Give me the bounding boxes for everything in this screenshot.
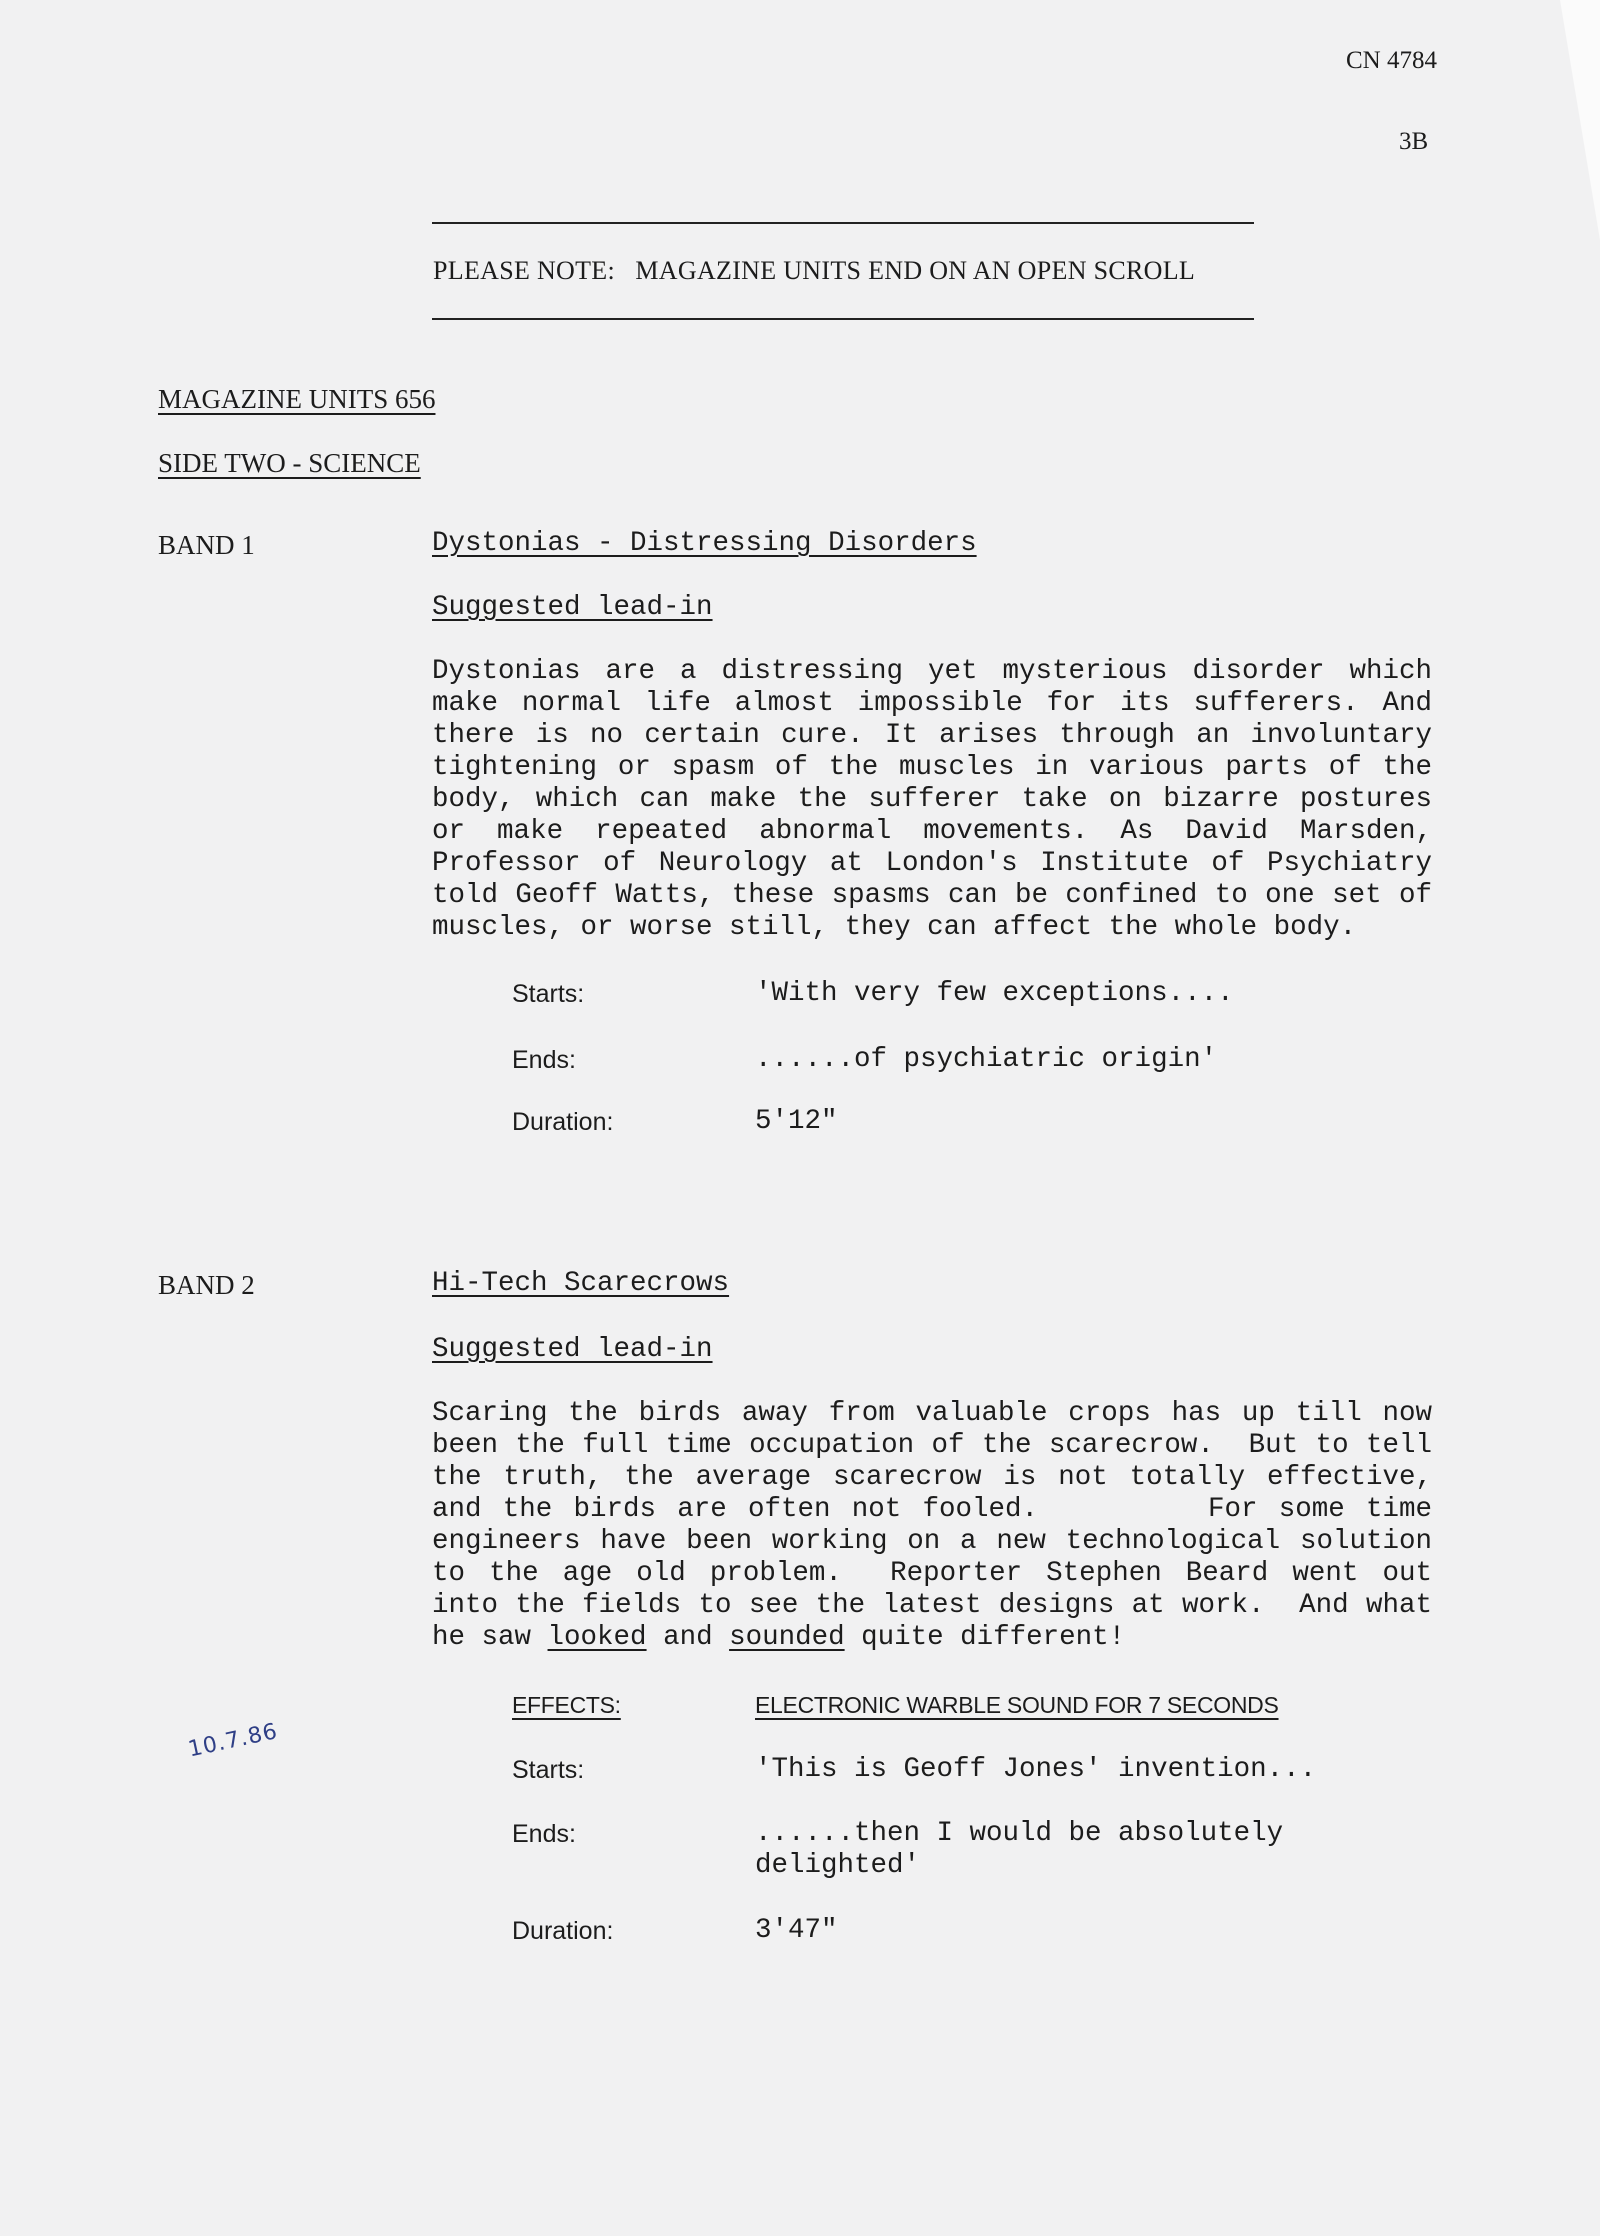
lead-in-text: Scaring the birds away from valuable crops has up till now been the full time occupation of the scarecrow. But to tell the truth, the average scarecrow is not totally effective, and the birds are often not fooled. For some time engineers have been working on a new technological solution to the age old problem. Reporter Stephen Beard went out into the fields to see the latest designs at work. And what he saw bbox=[432, 1398, 1449, 1653]
effects-label: EFFECTS: bbox=[512, 1692, 621, 1718]
handwritten-date: 10.7.86 bbox=[186, 1719, 281, 1763]
lead-in-sounded: sounded bbox=[729, 1622, 845, 1653]
ends-value: ......of psychiatric origin' bbox=[755, 1044, 1218, 1075]
lead-in-heading: Suggested lead-in bbox=[432, 592, 713, 623]
starts-label: Starts: bbox=[512, 980, 585, 1008]
band-title: Dystonias - Distressing Disorders bbox=[432, 528, 977, 559]
effects-value: ELECTRONIC WARBLE SOUND FOR 7 SECONDS bbox=[755, 1692, 1279, 1718]
lead-in-looked: looked bbox=[547, 1622, 647, 1653]
lead-in-heading: Suggested lead-in bbox=[432, 1334, 713, 1365]
band-title: Hi-Tech Scarecrows bbox=[432, 1268, 730, 1299]
starts-label: Starts: bbox=[512, 1756, 585, 1784]
reference-number: CN 4784 bbox=[1346, 47, 1437, 74]
ends-label: Ends: bbox=[512, 1046, 576, 1074]
band-label: BAND 2 bbox=[158, 1270, 255, 1300]
duration-value: 5'12" bbox=[755, 1106, 838, 1137]
notice-text: PLEASE NOTE: MAGAZINE UNITS END ON AN OPEN SCROLL bbox=[433, 256, 1196, 285]
lead-in-paragraph bbox=[432, 1398, 1449, 1654]
duration-value: 3'47" bbox=[755, 1915, 838, 1946]
lead-in-and: and bbox=[646, 1622, 730, 1653]
section-title: MAGAZINE UNITS 656 bbox=[158, 384, 436, 414]
lead-in-end: quite different! bbox=[844, 1622, 1126, 1653]
page-code: 3B bbox=[1399, 128, 1429, 155]
notice-top-rule bbox=[432, 222, 1254, 224]
duration-label: Duration: bbox=[512, 1917, 614, 1945]
lead-in-paragraph: Dystonias are a distressing yet mysterious disorder which make normal life almost impossible for its sufferers. And there is no certain cure. It arises through an involuntary tightening or spasm of the muscles in various parts of the body, which can make the sufferer take on bizarre postures or make repeated abnormal movements. As David Marsden, Professor of Neurology at London's Institute of Psychiatry told Geoff Watts, these spasms can be confined to one set of muscles, or worse still, they can affect the whole body. bbox=[432, 656, 1432, 943]
ends-label: Ends: bbox=[512, 1820, 576, 1848]
page-corner-fold bbox=[1560, 0, 1600, 240]
starts-value: 'This is Geoff Jones' invention... bbox=[755, 1754, 1317, 1785]
starts-value: 'With very few exceptions.... bbox=[755, 978, 1234, 1009]
section-side: SIDE TWO - SCIENCE bbox=[158, 448, 421, 478]
duration-label: Duration: bbox=[512, 1108, 614, 1136]
ends-value: ......then I would be absolutely delighted' bbox=[755, 1818, 1284, 1881]
notice-bottom-rule bbox=[432, 318, 1254, 320]
band-label: BAND 1 bbox=[158, 530, 255, 560]
